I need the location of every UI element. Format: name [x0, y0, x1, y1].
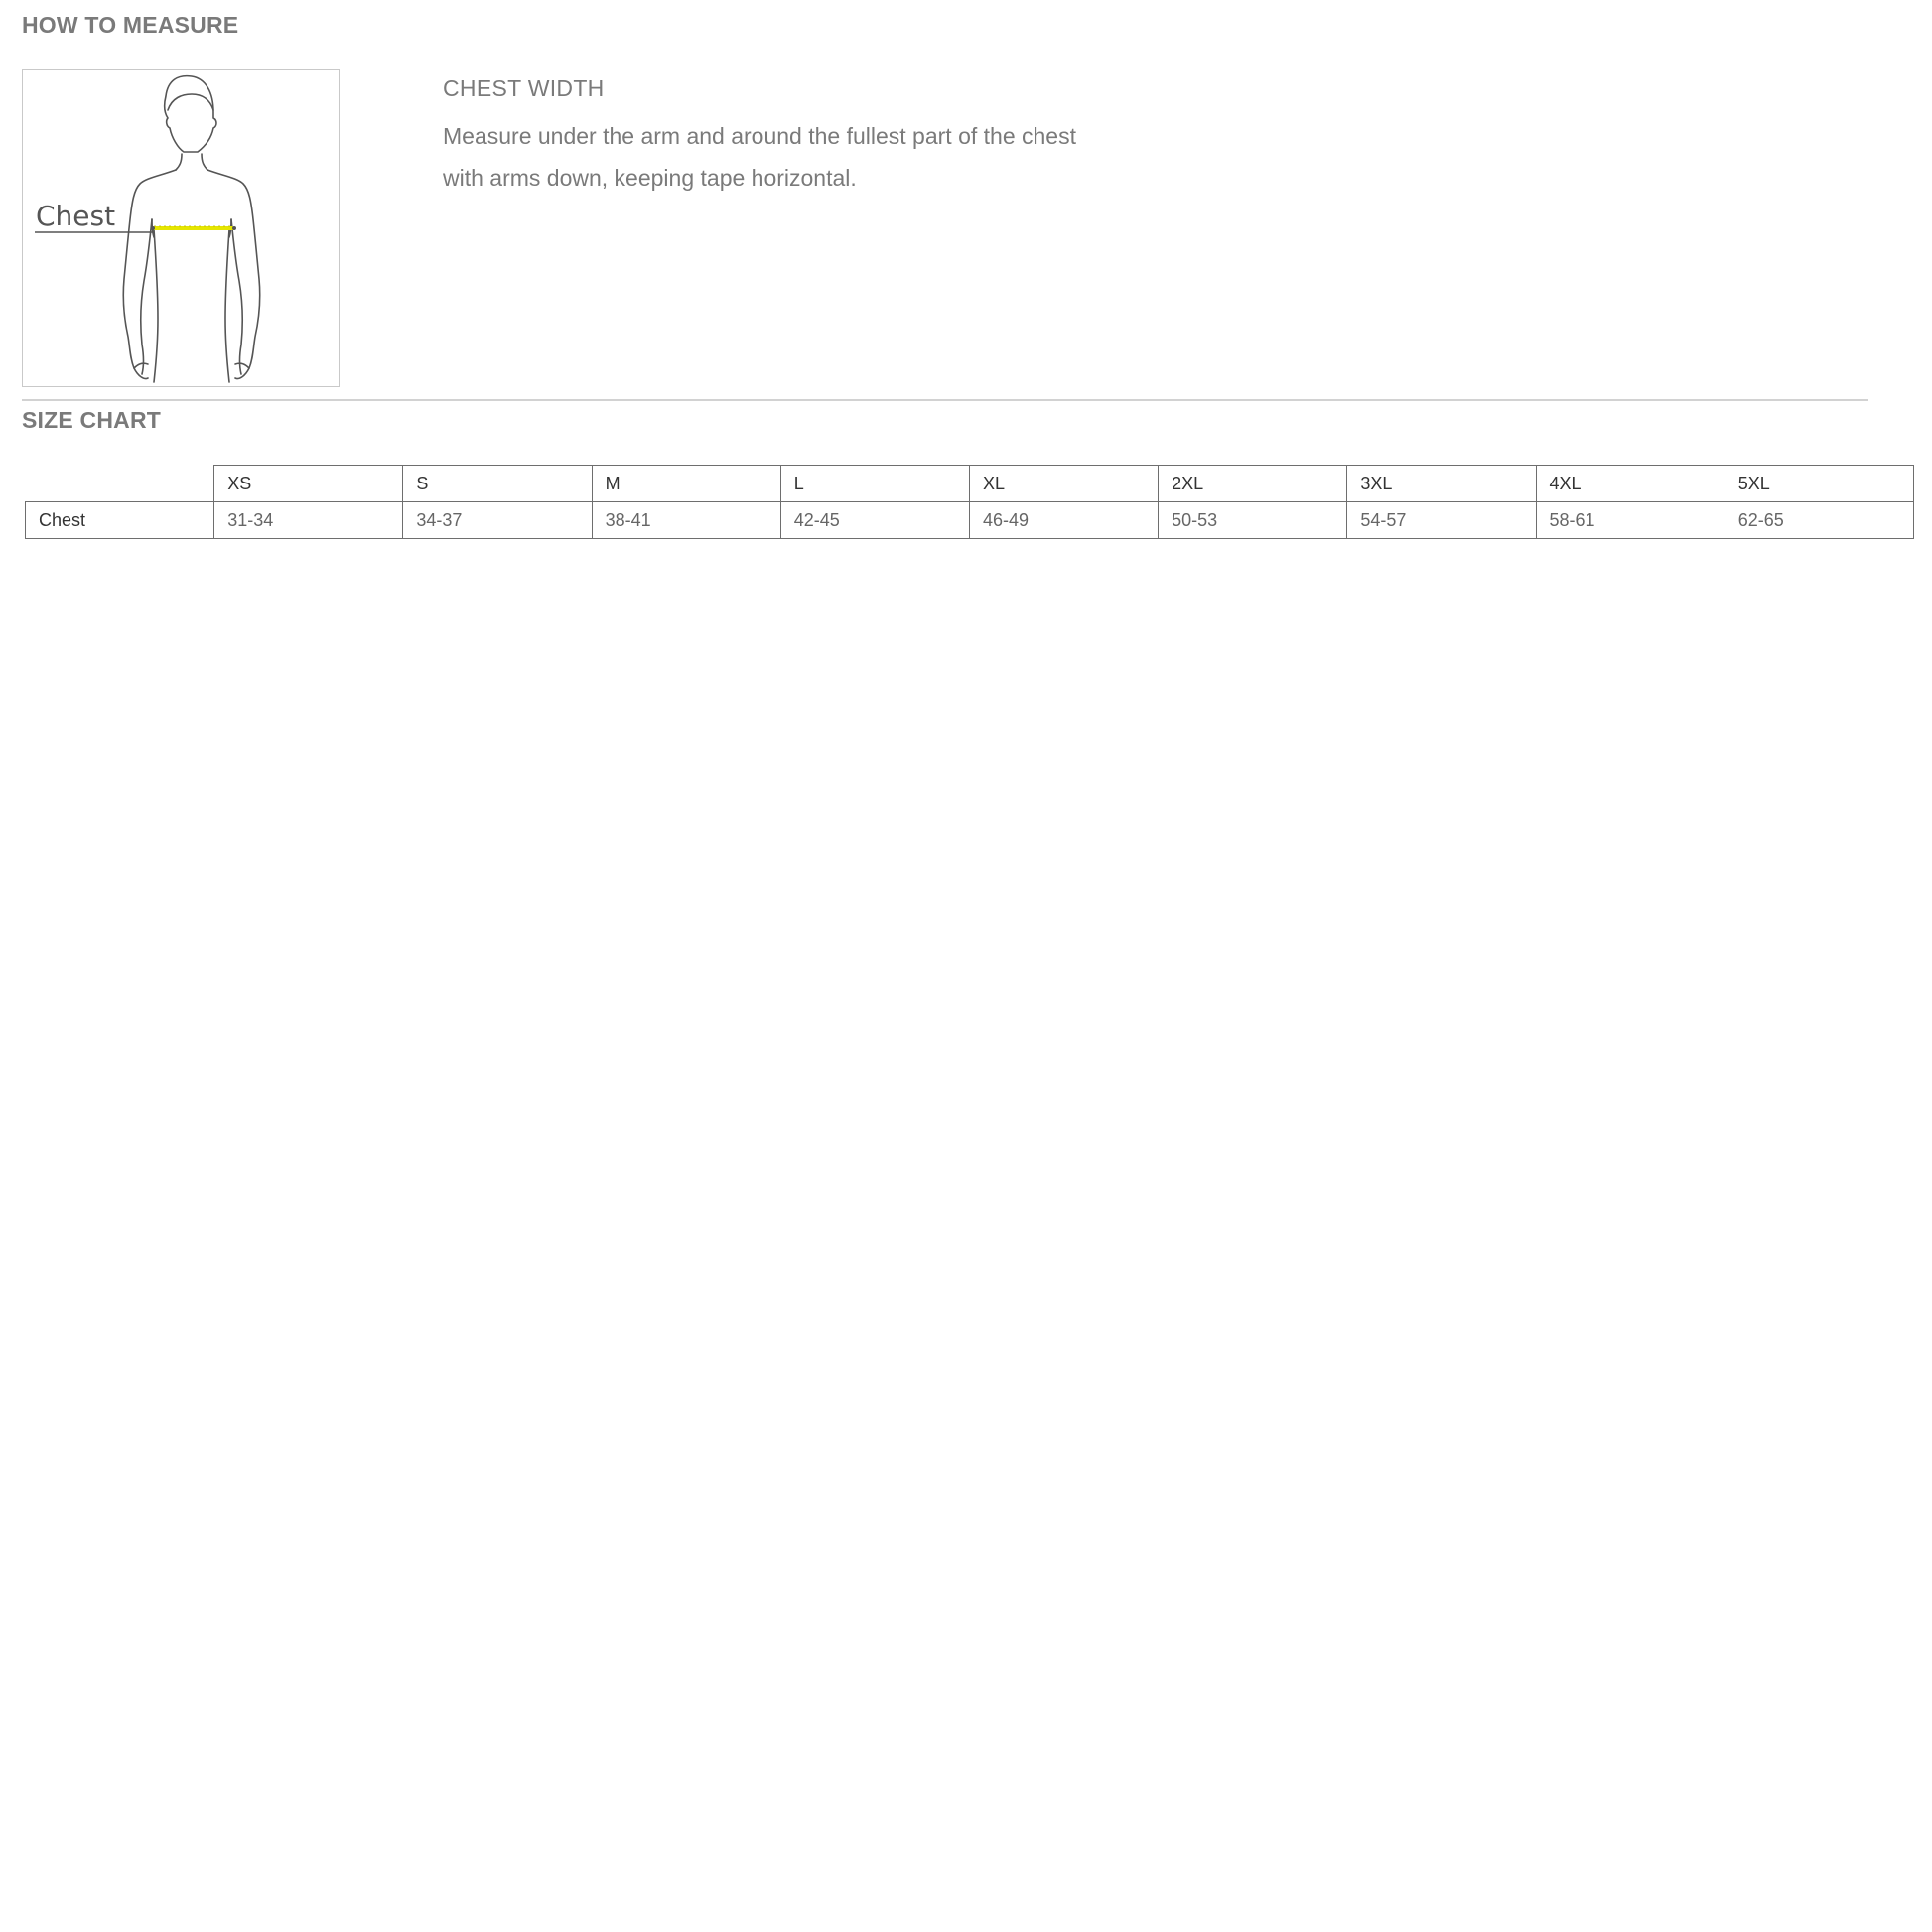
instruction-line: Measure under the arm and around the fullest part of the chest	[443, 123, 1076, 149]
table-cell: 50-53	[1159, 502, 1347, 539]
how-to-measure-title: HOW TO MEASURE	[22, 12, 239, 38]
measurement-figure	[22, 69, 340, 387]
row-label: Chest	[26, 502, 214, 539]
size-chart-table	[25, 465, 1914, 539]
chest-width-instructions	[443, 115, 1138, 199]
section-divider	[22, 399, 1868, 401]
chest-figure-label: Chest	[36, 200, 116, 232]
table-cell: 54-57	[1347, 502, 1536, 539]
table-cell: 31-34	[214, 502, 403, 539]
size-column-header: 2XL	[1159, 466, 1347, 502]
table-header-row	[26, 466, 1914, 502]
chest-width-heading: CHEST WIDTH	[443, 75, 605, 101]
size-column-header: S	[403, 466, 592, 502]
size-column-header: XS	[214, 466, 403, 502]
size-column-header: 4XL	[1536, 466, 1725, 502]
table-cell: 42-45	[780, 502, 969, 539]
table-cell: 46-49	[969, 502, 1158, 539]
table-row	[26, 502, 1914, 539]
size-chart-title: SIZE CHART	[22, 407, 161, 433]
size-column-header: M	[592, 466, 780, 502]
size-column-header: 3XL	[1347, 466, 1536, 502]
size-column-header: XL	[969, 466, 1158, 502]
instruction-line: with arms down, keeping tape horizontal.	[443, 165, 857, 191]
table-cell: 38-41	[592, 502, 780, 539]
size-column-header: 5XL	[1725, 466, 1913, 502]
table-cell: 34-37	[403, 502, 592, 539]
size-column-header: L	[780, 466, 969, 502]
table-cell: 58-61	[1536, 502, 1725, 539]
table-cell: 62-65	[1725, 502, 1913, 539]
table-corner-cell	[26, 466, 214, 502]
